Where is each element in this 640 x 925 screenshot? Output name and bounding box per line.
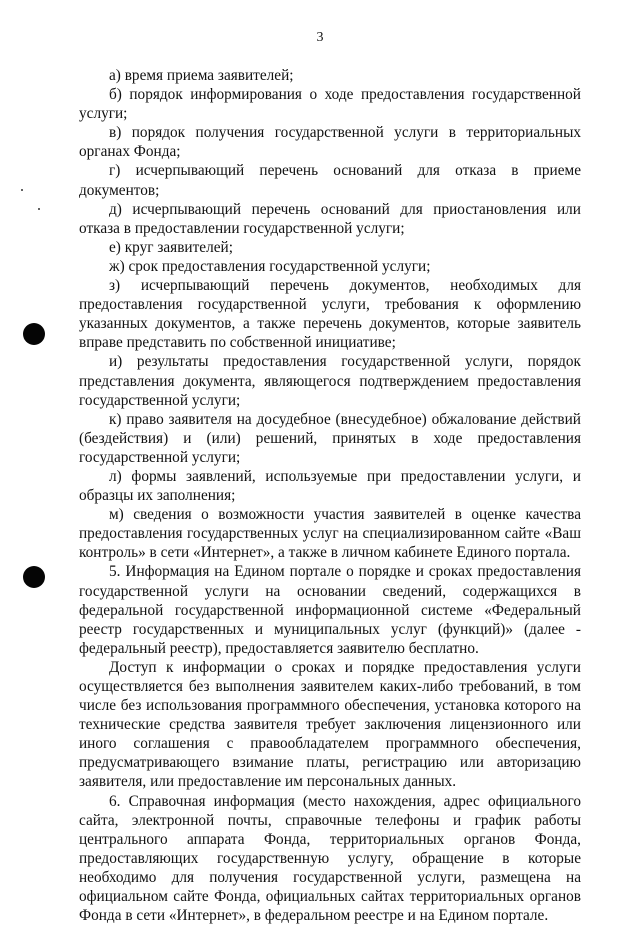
punch-hole-top — [23, 323, 45, 345]
paragraph-access-info: Доступ к информации о сроках и порядке предоставления услуги осуществляется без выполнения заявителем каких-либо требований, в том числе без использования программного обеспечения, установка которого на технические средства заявителя требует заключения лицензионного или иного соглашения с правообладателем программного обеспечения, предусматривающего взимание платы, регистрацию или авторизацию заявителя, или предоставление им персональных данных. — [79, 658, 581, 791]
scan-speck — [21, 189, 23, 191]
paragraph-section-6: 6. Справочная информация (место нахождения, адрес официального сайта, электронной почты, справочные телефоны и график работы центрального аппарата Фонда, территориальных органов Фонда, предоставляющих государственную услугу, обращение в которые необходимо для получения государственной услуги, размещена на официальном сайте Фонда, официальных сайтах территориальных органов Фонда в сети «Интернет», в федеральном реестре и на Едином портале. — [79, 792, 581, 925]
paragraph-item-v: в) порядок получения государственной услуги в территориальных органах Фонда; — [79, 124, 581, 161]
paragraph-section-5: 5. Информация на Едином портале о порядке и сроках предоставления государственной услуги на основании сведений, содержащихся в федеральной государственной информационной системе «Федеральный реестр государственных и муниципальных услуг (функций)» (далее - федеральный реестр), предоставляется заявителю бесплатно. — [79, 563, 581, 657]
paragraph-item-a: а) время приема заявителей; — [109, 67, 294, 84]
scan-speck — [38, 208, 40, 210]
paragraph-item-m: м) сведения о возможности участия заявителей в оценке качества предоставления государственных услуг на специализированном сайте «Ваш контроль» в сети «Интернет», а также в личном кабинете Единого портала. — [79, 506, 581, 562]
paragraph-item-i: и) результаты предоставления государственной услуги, порядок представления документа, являющегося подтверждением предоставления государственной услуги; — [79, 353, 581, 409]
paragraph-item-d: д) исчерпывающий перечень оснований для приостановления или отказа в предоставлении государственной услуги; — [79, 200, 581, 237]
page-number: 3 — [316, 30, 324, 45]
paragraph-item-e: е) круг заявителей; — [109, 238, 233, 256]
document-body — [79, 66, 581, 925]
punch-hole-bottom — [23, 566, 45, 588]
paragraph-item-b: б) порядок информирования о ходе предоставления государственной услуги; — [79, 86, 581, 123]
paragraph-item-z: з) исчерпывающий перечень документов, необходимых для предоставления государственной услуги, требования к оформлению указанных документов, а также перечень документов, которые заявитель вправе представить по собственной инициативе; — [79, 277, 581, 352]
paragraph-item-l: л) формы заявлений, используемые при предоставлении услуги, и образцы их заполнения; — [79, 467, 581, 505]
paragraph-item-g: г) исчерпывающий перечень оснований для отказа в приеме документов; — [79, 162, 581, 199]
paragraph-item-k: к) право заявителя на досудебное (внесудебное) обжалование действий (бездействия) и (или) решений, принятых в ходе предоставления государственной услуги; — [79, 410, 581, 466]
paragraph-item-zh: ж) срок предоставления государственной услуги; — [109, 257, 431, 275]
